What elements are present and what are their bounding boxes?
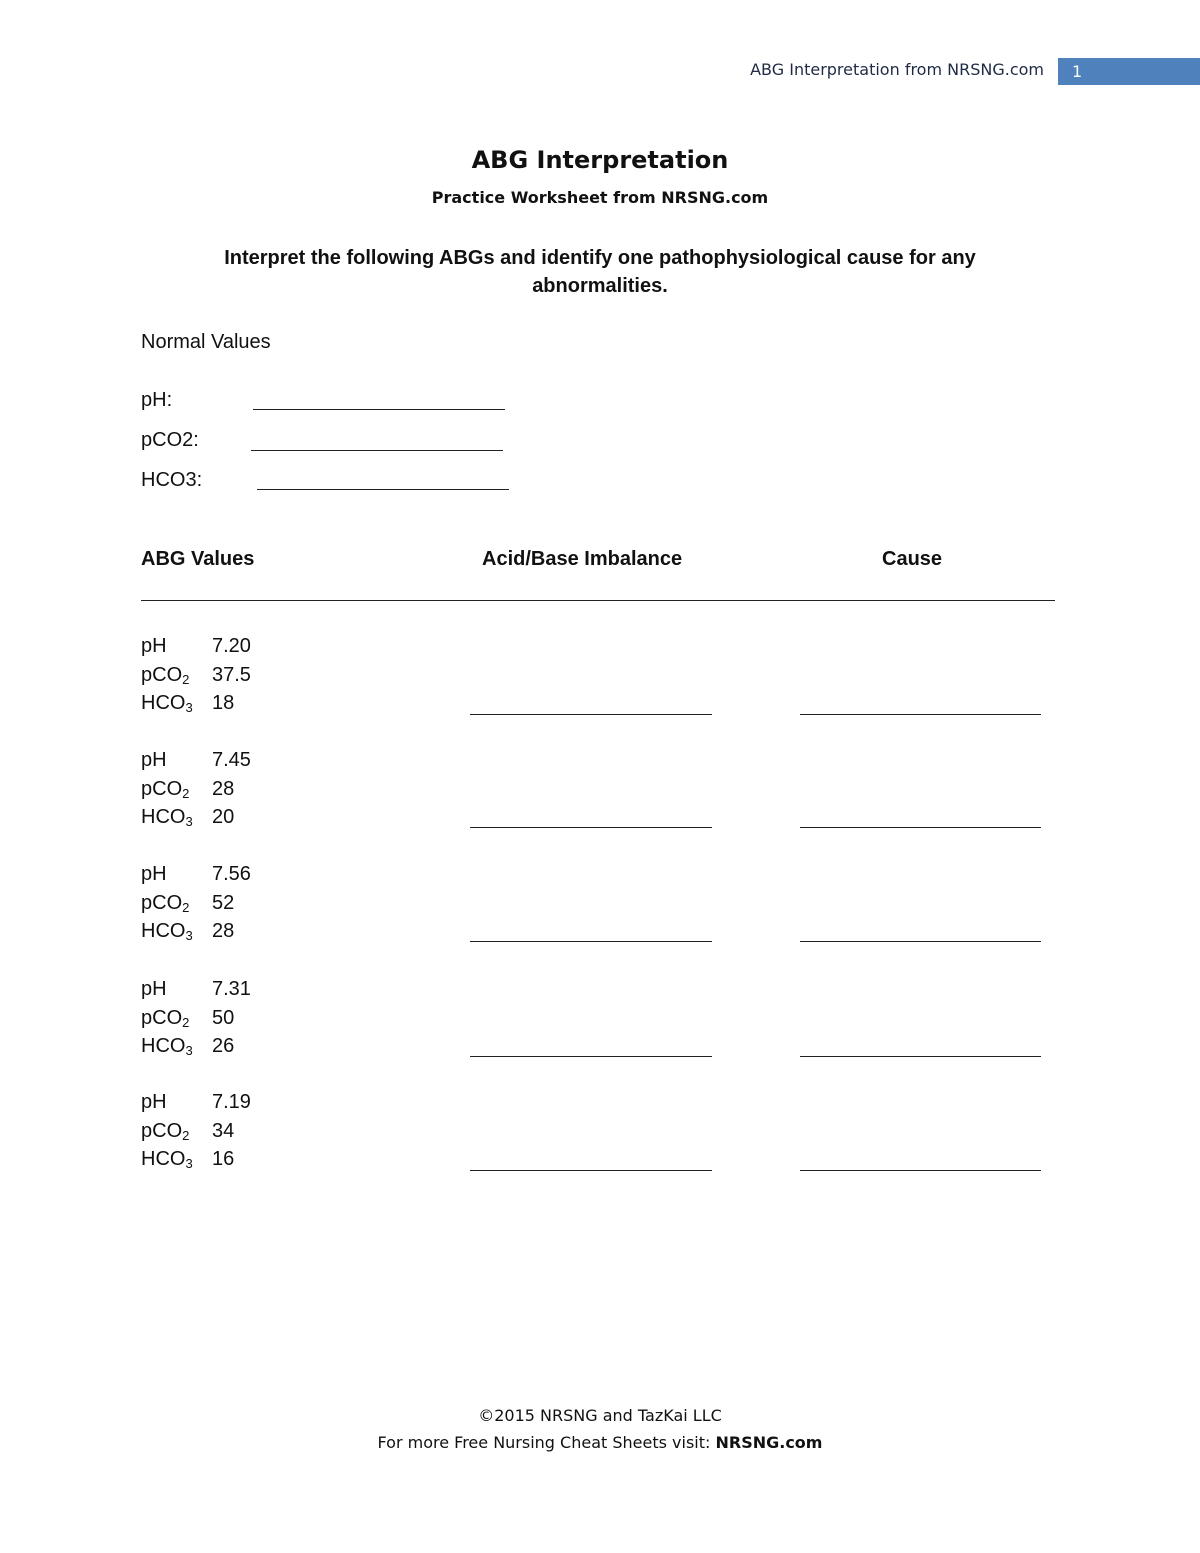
- footer-copyright: ©2015 NRSNG and TazKai LLC: [478, 1406, 722, 1425]
- pco2-label: pCO$_2$: [141, 1006, 190, 1030]
- pco2-value: 28: [212, 777, 235, 800]
- normal-values-heading: Normal Values: [141, 331, 271, 353]
- hco3-label: $HCO_3$: [141, 806, 193, 829]
- ph-value: 7.31: [212, 978, 251, 1000]
- header-divider: [141, 600, 1055, 601]
- ph-label: pH: [141, 863, 167, 885]
- normal-ph-label: pH:: [141, 389, 173, 411]
- pco2-label: pCO$_2$: [141, 777, 190, 801]
- page-number-badge: 1: [1058, 58, 1200, 85]
- ph-value: 7.45: [212, 749, 251, 771]
- imbalance-answer-blank[interactable]: [470, 941, 712, 942]
- hco3-label: $HCO_3$: [141, 920, 193, 943]
- pco2-label: pCO$_2$: [141, 663, 190, 687]
- pco2-value: 52: [212, 891, 235, 914]
- imbalance-answer-blank[interactable]: [470, 714, 712, 715]
- hco3-label: $HCO_3$: [141, 1035, 193, 1058]
- cause-answer-blank[interactable]: [800, 1170, 1041, 1171]
- abg-case: [141, 860, 251, 946]
- hco3-value: 16: [212, 1148, 235, 1170]
- abg-case: [141, 1088, 251, 1174]
- column-header-imbalance: Acid/Base Imbalance: [482, 548, 683, 570]
- ph-label: pH: [141, 978, 167, 1000]
- ph-value: 7.19: [212, 1091, 251, 1113]
- cause-answer-blank[interactable]: [800, 941, 1041, 942]
- cause-answer-blank[interactable]: [800, 827, 1041, 828]
- page-title: ABG Interpretation: [471, 146, 729, 174]
- hco3-value: 20: [212, 806, 235, 828]
- hco3-value: 26: [212, 1035, 235, 1057]
- footer-more-text: For more Free Nursing Cheat Sheets visit:: [377, 1433, 716, 1452]
- ph-label: pH: [141, 1091, 167, 1113]
- pco2-value: 50: [212, 1006, 235, 1029]
- hco3-value: 18: [212, 692, 235, 714]
- hco3-label: $HCO_3$: [141, 692, 193, 715]
- instructions: Interpret the following ABGs and identify one pathophysiological cause for any abnormalities.: [224, 247, 976, 297]
- normal-hco3-blank[interactable]: [257, 489, 509, 490]
- column-header-cause: Cause: [882, 548, 943, 570]
- imbalance-answer-blank[interactable]: [470, 827, 712, 828]
- cause-answer-blank[interactable]: [800, 714, 1041, 715]
- ph-label: pH: [141, 749, 167, 771]
- pco2-label: pCO$_2$: [141, 891, 190, 915]
- ph-value: 7.20: [212, 635, 251, 657]
- abg-case: [141, 632, 251, 718]
- normal-pco2-blank[interactable]: [251, 450, 503, 451]
- abg-case: [141, 746, 251, 832]
- imbalance-answer-blank[interactable]: [470, 1170, 712, 1171]
- normal-hco3-label: HCO3:: [141, 469, 203, 491]
- pco2-label: pCO$_2$: [141, 1119, 190, 1143]
- column-header-abg-values: ABG Values: [141, 548, 255, 570]
- ph-value: 7.56: [212, 863, 251, 885]
- pco2-value: 37.5: [212, 663, 251, 686]
- footer-more-line: [0, 1433, 1200, 1452]
- hco3-value: 28: [212, 920, 235, 942]
- abg-case: [141, 975, 251, 1061]
- normal-pco2-label: pCO2:: [141, 429, 199, 451]
- imbalance-answer-blank[interactable]: [470, 1056, 712, 1057]
- pco2-value: 34: [212, 1119, 235, 1142]
- hco3-label: $HCO_3$: [141, 1148, 193, 1171]
- footer-link[interactable]: NRSNG.com: [715, 1433, 823, 1452]
- page-subtitle: Practice Worksheet from NRSNG.com: [431, 188, 769, 207]
- ph-label: pH: [141, 635, 167, 657]
- normal-ph-blank[interactable]: [253, 409, 505, 410]
- running-header-title: ABG Interpretation from NRSNG.com: [750, 60, 1044, 79]
- cause-answer-blank[interactable]: [800, 1056, 1041, 1057]
